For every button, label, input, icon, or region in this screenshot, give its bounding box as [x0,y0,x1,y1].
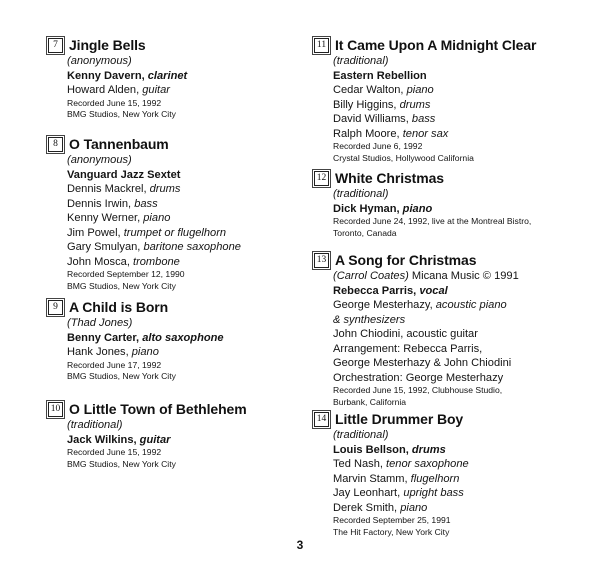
credit-line [333,356,596,371]
track-entry [48,36,306,121]
track-credits [48,418,306,470]
credit-role: trombone [132,255,180,268]
credit-line [333,69,596,84]
credit-line [333,371,596,386]
credit-line [67,182,306,197]
credit-line [67,69,306,84]
recording-info-line [333,228,596,240]
credit-line [67,153,306,168]
credit-role: piano [143,212,171,224]
credit-role: clarinet [147,69,188,82]
credit-text: Toronto, Canada [333,227,397,238]
credit-line [67,83,306,98]
track-heading [48,135,306,153]
track-heading [314,410,596,428]
track-heading [314,169,596,187]
credit-text: Recorded June 24, 1992, live at the Montreal Bistro, [333,216,532,226]
credit-text: BMG Studios, New York City [67,280,176,291]
credit-line [333,83,596,98]
credit-line [333,269,596,284]
credit-line [333,202,596,217]
recording-info-line [67,447,306,459]
credit-text: Eastern Rebellion [333,69,427,82]
track-title: A Song for Christmas [335,252,477,268]
credit-text: (traditional) [333,55,389,67]
credit-text: Kenny Werner, [67,212,144,224]
credit-line [333,54,596,69]
recording-info-line [333,397,596,409]
credit-role: (Carrol Coates) [333,270,409,282]
credit-line [333,327,596,342]
credit-text: BMG Studios, New York City [67,109,176,120]
credit-text: (traditional) [67,419,123,431]
recording-info-line [333,216,596,228]
credit-text: Recorded June 15, 1992 [67,447,162,457]
credit-text: Rebecca Parris, [333,284,420,297]
track-credits [314,428,596,538]
track-title: Jingle Bells [69,37,146,53]
credit-line [333,428,596,443]
credit-text: Hank Jones, [67,346,132,358]
credit-line [67,197,306,212]
track-entry [314,251,596,408]
credit-line [333,98,596,113]
credit-text: (traditional) [333,188,389,200]
credit-text: Recorded June 6, 1992 [333,141,423,151]
credit-role: guitar [142,84,171,96]
credit-line [67,240,306,255]
credit-line [67,54,306,69]
credit-line [333,187,596,202]
track-credits [48,54,306,121]
credit-line [333,313,596,328]
credit-text: (Thad Jones) [67,317,133,329]
credit-line [333,112,596,127]
credit-text: Recorded June 17, 1992 [67,359,162,370]
credit-text: Recorded September 12, 1990 [67,269,185,279]
credit-line [67,226,306,241]
track-title: O Little Town of Bethlehem [69,401,247,417]
credit-text: The Hit Factory, New York City [333,526,450,537]
credit-text: Arrangement: Rebecca Parris, [333,342,483,355]
credit-line [67,255,306,270]
credit-text: David Williams, [333,113,412,125]
recording-info-line [333,515,596,527]
recording-info-line [333,385,596,397]
credit-text: Dennis Irwin, [67,197,135,210]
track-entry [314,36,596,164]
track-title: O Tannenbaum [69,136,169,152]
credit-line [67,211,306,226]
credit-role: drums [411,443,446,456]
credit-role: piano [131,346,159,358]
track-heading [48,400,306,418]
credit-line [333,127,596,142]
credit-text: George Mesterhazy, [333,299,436,311]
recording-info-line [67,98,306,110]
credit-text: (traditional) [333,429,389,441]
credit-role: vocal [419,284,448,297]
track-heading [314,251,596,269]
credit-line [333,501,596,516]
track-heading [48,36,306,54]
credit-text: Cedar Walton, [333,84,407,96]
credit-role: tenor saxophone [386,458,469,470]
credit-role: alto saxophone [142,331,224,344]
credit-text: Gary Smulyan, [67,241,144,253]
track-number-box: 12 [314,171,329,186]
credit-line [67,331,306,346]
credit-role: acoustic piano [435,299,507,311]
credit-role: upright bass [403,487,464,499]
credit-text: (anonymous) [67,154,132,166]
recording-info-line [333,153,596,165]
credit-text: & synthesizers [333,313,406,326]
credit-text: Burbank, California [333,396,407,407]
track-credits [48,316,306,383]
track-credits [48,153,306,292]
credit-line [333,443,596,458]
credit-text: Orchestration: George Mesterhazy [333,371,504,384]
track-entry [48,400,306,470]
credit-text: Howard Alden, [67,84,143,96]
credit-text: Recorded September 25, 1991 [333,515,451,525]
track-title: It Came Upon A Midnight Clear [335,37,537,53]
credit-text: Jim Powel, [67,226,124,239]
credit-text: Benny Carter, [67,331,143,344]
recording-info-line [67,109,306,121]
track-credits [314,187,596,239]
track-credits [314,269,596,408]
credit-line [333,486,596,501]
recording-info-line [67,281,306,293]
page-number: 3 [296,538,304,552]
credit-line [333,342,596,357]
credit-role: guitar [139,433,171,446]
credit-text: Marvin Stamm, [333,472,411,485]
track-number-box: 14 [314,412,329,427]
credit-text: Derek Smith, [333,501,401,514]
track-number-box: 11 [314,38,329,53]
credit-role: piano [406,84,434,96]
credit-text: BMG Studios, New York City [67,458,176,469]
track-title: White Christmas [335,170,444,186]
track-entry [48,135,306,292]
credit-line [67,345,306,360]
credit-text: Jack Wilkins, [67,433,140,446]
track-title: A Child is Born [69,299,169,315]
credit-line [67,418,306,433]
credit-role: bass [134,197,158,210]
credit-text: Micana Music © 1991 [408,270,519,282]
credit-text: Kenny Davern, [67,69,148,82]
credit-line [333,472,596,487]
credit-text: George Mesterhazy & John Chiodini [333,357,512,369]
credit-role: piano [402,202,433,215]
credit-text: Louis Bellson, [333,443,412,456]
credit-role: drums [399,98,431,111]
credit-role: trumpet or flugelhorn [123,226,227,239]
recording-info-line [333,141,596,153]
credit-text: (anonymous) [67,55,132,67]
credit-text: Ted Nash, [333,458,387,470]
recording-info-line [67,269,306,281]
credit-text: Crystal Studios, Hollywood California [333,152,474,163]
track-title: Little Drummer Boy [335,411,464,427]
credit-role: drums [149,183,181,195]
credit-line [67,433,306,448]
credit-line [67,316,306,331]
track-heading [48,298,306,316]
credit-line [333,457,596,472]
credit-text: Jay Leonhart, [333,487,404,499]
credit-text: Dick Hyman, [333,202,403,215]
credit-line [67,168,306,183]
recording-info-line [333,527,596,539]
credit-role: piano [400,501,428,514]
track-heading [314,36,596,54]
track-number-box: 13 [314,253,329,268]
track-number-box: 8 [48,137,63,152]
credit-text: Recorded June 15, 1992 [67,97,162,108]
track-credits [314,54,596,164]
credit-line [333,298,596,313]
track-entry [314,169,596,239]
recording-info-line [67,360,306,372]
credit-text: John Chiodini, acoustic guitar [333,328,478,340]
credit-role: baritone saxophone [143,241,241,253]
credit-role: bass [411,113,436,125]
credit-text: Billy Higgins, [333,98,400,111]
credit-text: Vanguard Jazz Sextet [67,168,181,181]
credit-role: flugelhorn [410,472,460,485]
recording-info-line [67,371,306,383]
credit-text: Recorded June 15, 1992, Clubhouse Studio, [333,385,503,395]
track-number-box: 9 [48,300,63,315]
credit-text: BMG Studios, New York City [67,371,176,382]
track-entry [314,410,596,538]
track-entry [48,298,306,383]
credit-line [333,284,596,299]
recording-info-line [67,459,306,471]
credit-role: tenor sax [402,127,449,140]
track-number-box: 7 [48,38,63,53]
credit-text: Dennis Mackrel, [67,183,150,195]
track-number-box: 10 [48,402,63,417]
credit-text: Ralph Moore, [333,127,403,140]
credit-text: John Mosca, [67,255,133,268]
